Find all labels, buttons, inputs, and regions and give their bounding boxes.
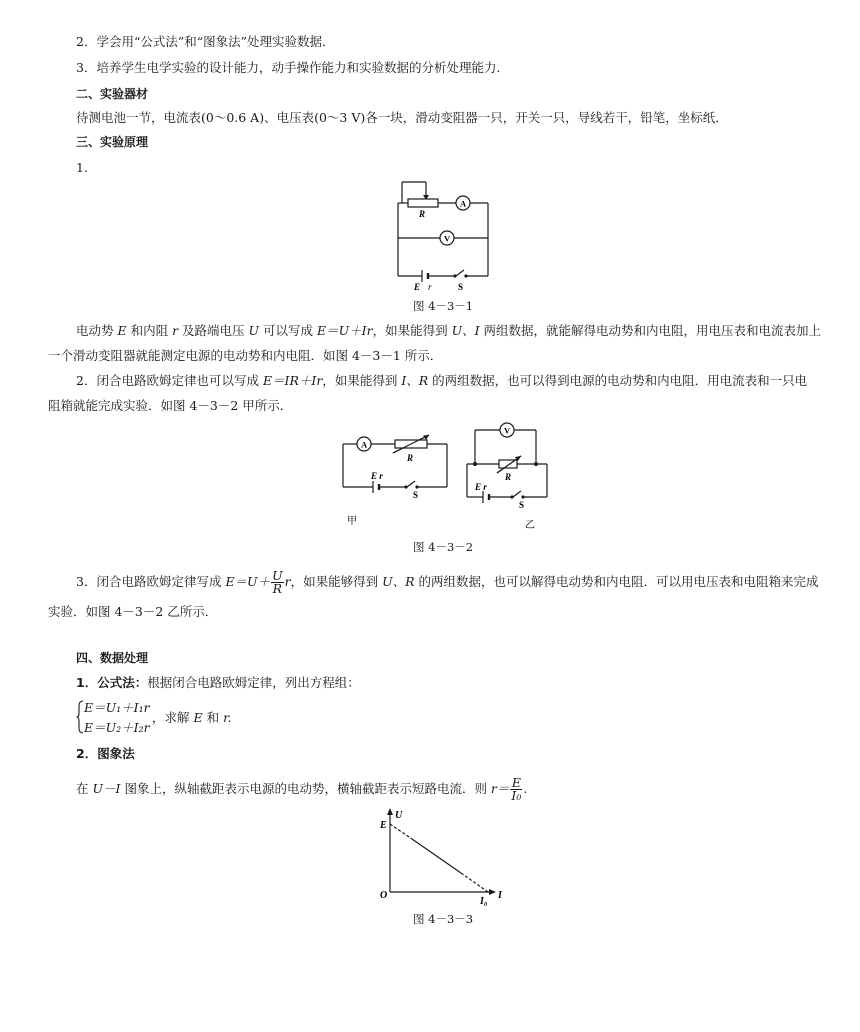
objective-item-2: 2．学会用“公式法”和“图象法”处理实验数据． <box>76 34 335 49</box>
fig2-label-right: 乙 <box>525 520 535 531</box>
equation-1: E＝U₁＋I₁r <box>84 700 150 715</box>
fig3-label-I0: I₀ <box>480 896 488 906</box>
graph-method-text: 在 U－I 图象上，纵轴截距表示电源的电动势，横轴截距表示短路电流．则 r＝ $\frac{E}{\text{I₀}}$ . <box>76 775 528 803</box>
section-principle-heading: 三、实验原理 <box>76 135 149 149</box>
fig1-label-E: E <box>414 282 421 292</box>
fig2-right-label-Er: E r <box>475 482 487 492</box>
junction-dot <box>534 462 538 466</box>
u-axis-arrow-icon <box>387 808 393 815</box>
principle-para-3-line-1: 3．闭合电路欧姆定律写成 E＝U＋ $\frac{U}{R}$ r，如果能够得到 U、R 的两组数据，也可以解得电动势和内电阻．可以用电压表和电阻箱来完成 <box>76 568 819 596</box>
fig1-label-r: r <box>428 282 432 292</box>
fig2-left-label-A: A <box>361 439 368 450</box>
fig2-left-label-R: R <box>407 453 414 463</box>
fig2-label-left: 甲 <box>347 516 357 527</box>
ui-line-dashed-lower <box>461 873 488 892</box>
fraction-E-over-I0: $\frac{E}{\text{I₀}}$ <box>511 775 522 803</box>
figure-4-3-1-circuit <box>380 176 500 294</box>
principle-para-2-line-2: 阻箱就能完成实验．如图 4－3－2 甲所示． <box>48 398 293 413</box>
figure-4-3-2-circuits <box>335 420 555 532</box>
fig2-right-label-V: V <box>504 425 511 436</box>
figure-4-3-1-caption: 图 4－3－1 <box>413 299 474 313</box>
equipment-text: 待测电池一节，电流表(0～0.6 A)、电压表(0～3 V)各一块，滑动变阻器一只，开关一只，导线若干，铅笔，坐标纸． <box>76 110 728 125</box>
principle-para-1-line-1: 电动势 E 和内阻 r 及路端电压 U 可以写成 E＝U＋Ir，如果能得到 U、I 两组数据，就能解得电动势和内电阻，用电压表和电流表加上 <box>76 323 822 338</box>
i-axis-arrow-icon <box>489 889 496 895</box>
section-equipment-heading: 二、实验器材 <box>76 87 149 101</box>
solve-text: ，求解 E 和 r. <box>152 710 232 725</box>
objective-item-3: 3．培养学生电学实验的设计能力，动手操作能力和实验数据的分析处理能力． <box>76 60 509 75</box>
section-data-heading: 四、数据处理 <box>76 651 149 665</box>
fig1-label-A: A <box>460 198 467 209</box>
fig1-label-S: S <box>458 282 464 292</box>
principle-para-3-line-2: 实验．如图 4－3－2 乙所示． <box>48 604 218 619</box>
fig1-label-R: R <box>419 209 426 219</box>
data-item-2-label: 2．图象法 <box>76 746 135 761</box>
principle-item-1-label: 1. <box>76 160 88 175</box>
fig2-left-label-S: S <box>413 490 419 500</box>
ui-line-solid <box>412 839 461 873</box>
fig2-left-label-Er: E r <box>371 471 383 481</box>
fig2-right-label-S: S <box>519 500 525 510</box>
fig3-label-O: O <box>380 890 388 901</box>
fig3-label-E: E <box>380 820 387 831</box>
equation-brace <box>76 700 84 734</box>
fig3-label-U: U <box>395 810 403 821</box>
principle-para-2-line-1: 2．闭合电路欧姆定律也可以写成 E＝IR＋Ir，如果能得到 I、R 的两组数据，也可以得到电源的电动势和内电阻．用电流表和一只电 <box>76 373 808 388</box>
fig3-label-I: I <box>498 890 502 901</box>
fig2-right-label-R: R <box>505 472 512 482</box>
equation-2: E＝U₂＋I₂r <box>84 720 150 735</box>
figure-4-3-3-graph <box>376 806 508 906</box>
ui-line-dashed-upper <box>390 824 412 839</box>
junction-dot <box>473 462 477 466</box>
rheostat-symbol <box>408 199 438 207</box>
fig1-label-V: V <box>444 233 451 244</box>
data-item-1: 1．公式法：根据闭合电路欧姆定律，列出方程组： <box>76 675 360 690</box>
figure-4-3-2-caption: 图 4－3－2 <box>413 540 474 554</box>
figure-4-3-3-caption: 图 4－3－3 <box>413 912 474 926</box>
fraction-U-over-R: $\frac{U}{R}$ <box>272 568 283 596</box>
principle-para-1-line-2: 一个滑动变阻器就能测定电源的电动势和内电阻．如图 4－3－1 所示． <box>48 348 443 363</box>
